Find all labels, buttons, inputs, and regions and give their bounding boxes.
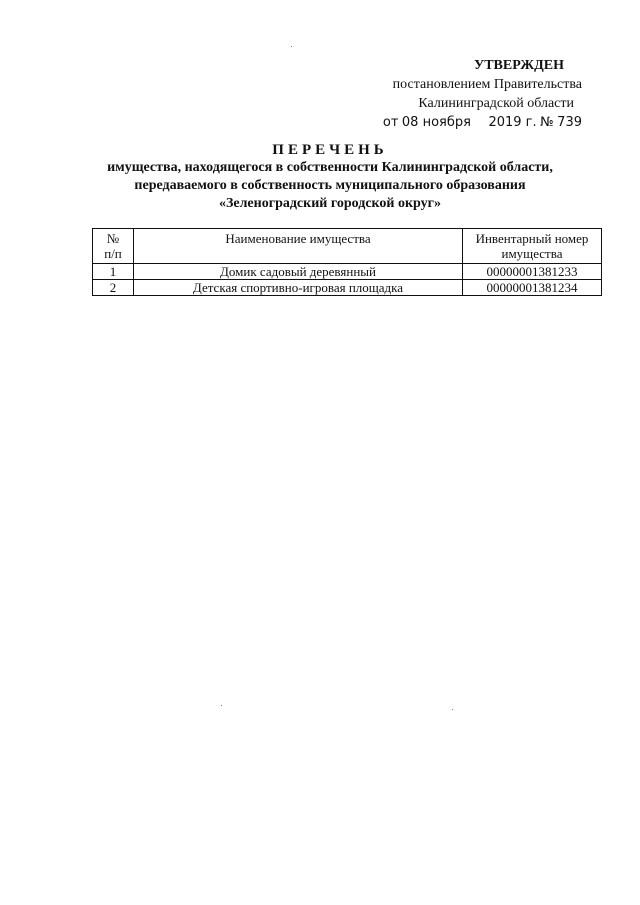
scan-speck [291,46,292,47]
scan-speck [221,705,222,706]
subtitle-line-3: «Зеленоградский городской округ» [218,196,442,211]
header-inventory-line-1: Инвентарный номер [475,231,589,246]
row-number: 2 [93,280,134,296]
table-row [93,264,602,280]
header-inventory [463,229,602,264]
header-name: Наименование имущества [134,229,463,264]
row-number: 1 [93,264,134,280]
date-year: 2019 г. [488,115,537,130]
header-number [93,229,134,264]
header-inventory-line-2: имущества [501,246,563,261]
row-name: Домик садовый деревянный [134,264,463,280]
date-prefix: от [382,115,399,130]
row-name: Детская спортивно-игровая площадка [134,280,463,296]
header-number-line-2: п/п [104,246,122,261]
document-heading: ПЕРЕЧЕНЬ [272,142,388,158]
header-number-line-1: № [106,231,120,246]
approval-line-1: постановлением Правительства [392,77,582,92]
row-inventory: 00000001381234 [463,280,602,296]
scan-speck [452,709,453,710]
title-block [60,141,600,213]
property-table [92,228,602,296]
approval-stamp-block [352,56,582,132]
subtitle-line-1: имущества, находящегося в собственности Калининградской области, [107,160,553,175]
approval-date-row [352,113,582,132]
table-header-row [93,229,602,264]
row-inventory: 00000001381233 [463,264,602,280]
decree-number: 739 [557,115,582,130]
approval-line-2: Калининградской области [418,96,574,111]
subtitle-line-2: передаваемого в собственность муниципального образования [134,178,526,193]
table-row [93,280,602,296]
approval-stamp: УТВЕРЖДЕН [473,58,564,73]
number-prefix: № [540,115,554,130]
date-day-month: 08 ноября [401,115,471,130]
